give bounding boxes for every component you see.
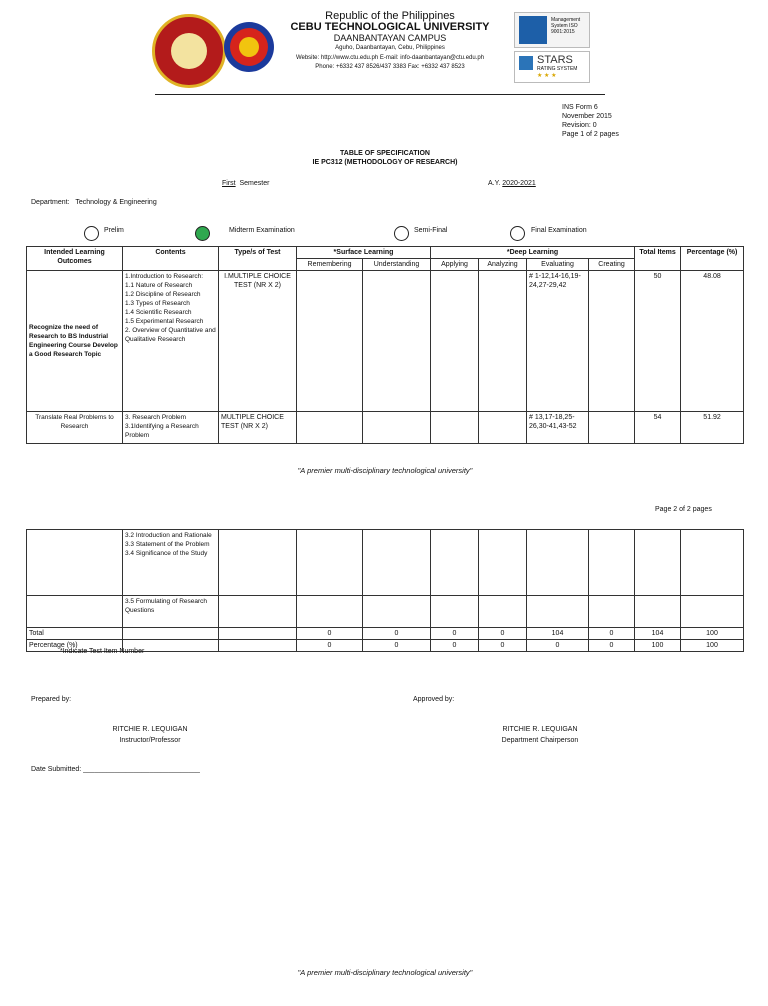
test-type-cell: I.MULTIPLE CHOICE TEST (NR X 2) [219,271,297,412]
footnote: *Indicate Test Item Number [60,648,145,655]
semifinal-label: Semi-Final [414,227,448,234]
percentage-header: Percentage (%) [681,247,744,271]
table-row [27,412,744,444]
semifinal-radio[interactable] [394,226,409,241]
contents-header: Contents [123,247,219,271]
understanding-header: Understanding [363,259,431,271]
ilo-header: Intended Learning Outcomes [27,247,123,271]
remembering-header: Remembering [297,259,363,271]
university-name: CEBU TECHNOLOGICAL UNIVERSITY [290,21,490,33]
header-divider [155,94,605,95]
stars-rating-badge: STARS RATING SYSTEM ★ ★ ★ [514,51,590,83]
table-row [27,530,744,596]
totals-label: Total [27,628,123,640]
table-of-specification-page2 [26,529,744,652]
form-info: INS Form 6 November 2015 Revision: 0 Page 1 of 2 pages [562,104,619,138]
semester-line: First Semester [222,180,270,187]
academic-year: A.Y. 2020-2021 [488,180,536,187]
prepared-by-label: Prepared by: [31,696,72,703]
applying-header: Applying [431,259,479,271]
campus-name: DAANBANTAYAN CAMPUS [333,33,447,43]
republic-text: Republic of the Philippines [325,10,455,22]
department-line: Department: Technology & Engineering [31,199,157,206]
address-text: Aguho, Daanbantayan, Cebu, Philippines [335,45,445,51]
test-type-cell: MULTIPLE CHOICE TEST (NR X 2) [219,412,297,444]
document-title: TABLE OF SPECIFICATION [340,150,430,157]
deep-learning-header: *Deep Learning [431,247,635,259]
table-row [27,271,744,412]
iso-certification-badge: Management System ISO 9001:2015 [514,12,590,48]
approver-name: RITCHIE R. LEQUIGAN [502,726,578,733]
percentage-cell: 48.08 [681,271,744,412]
contents-cell: 3. Research Problem 3.1Identifying a Research Problem [123,412,219,444]
total-cell: 54 [635,412,681,444]
motto-page1: "A premier multi-disciplinary technological university" [297,466,473,475]
test-type-header: Type/s of Test [219,247,297,271]
contents-cell: 3.2 Introduction and Rationale 3.3 Statement of the Problem 3.4 Significance of the Study [123,530,219,596]
prelim-label: Prelim [104,227,124,234]
preparer-name: RITCHIE R. LEQUIGAN [112,726,188,733]
midterm-label: Midterm Examination [229,227,295,234]
page2-label: Page 2 of 2 pages [655,506,712,513]
contents-cell: 3.5 Formulating of Research Questions [123,596,219,628]
percentage-cell: 51.92 [681,412,744,444]
phone-text: Phone: +6332 437 8526/437 3383 Fax: +6332 437 8523 [315,64,465,70]
university-seal [152,14,226,88]
creating-header: Creating [589,259,635,271]
table-of-specification [26,246,744,444]
evaluating-header: Evaluating [527,259,589,271]
prelim-radio[interactable] [84,226,99,241]
date-submitted: Date Submitted: ______________________________ [31,766,200,773]
approver-role: Department Chairperson [501,737,579,744]
percentage-row: Percentage (%) 0 0 0 0 0 0 100 100 [27,640,744,652]
evaluating-cell: # 13,17-18,25-26,30-41,43-52 [527,412,589,444]
preparer-role: Instructor/Professor [119,737,181,744]
course-title: IE PC312 (METHODOLOGY OF RESEARCH) [312,159,458,166]
total-cell: 50 [635,271,681,412]
analyzing-header: Analyzing [479,259,527,271]
ilo-cell: Translate Real Problems to Research [27,412,123,444]
totals-row: Total 0 0 0 0 104 0 104 100 [27,628,744,640]
table-row [27,596,744,628]
approved-by-label: Approved by: [413,696,455,703]
ilo-cell: Recognize the need of Research to BS Industrial Engineering Course Develop a Good Research Topic [27,271,123,412]
midterm-radio[interactable] [195,226,210,241]
percentage-label: Percentage (%) [27,640,123,652]
asean-logo [224,22,274,72]
evaluating-cell: # 1-12,14-16,19-24,27-29,42 [527,271,589,412]
final-radio[interactable] [510,226,525,241]
total-items-header: Total Items [635,247,681,271]
contents-cell: 1.Introduction to Research: 1.1 Nature of Research 1.2 Discipline of Research 1.3 Types of Research 1.4 Scientific Research 1.5 Experimental Research 2. Overview of Quantitative and Qualitative Research [123,271,219,412]
website-text: Website: http://www.ctu.edu.ph E-mail: info-daanbantayan@ctu.edu.ph [295,55,485,61]
motto-page2: "A premier multi-disciplinary technological university" [297,968,473,977]
final-label: Final Examination [531,227,587,234]
surface-learning-header: *Surface Learning [297,247,431,259]
